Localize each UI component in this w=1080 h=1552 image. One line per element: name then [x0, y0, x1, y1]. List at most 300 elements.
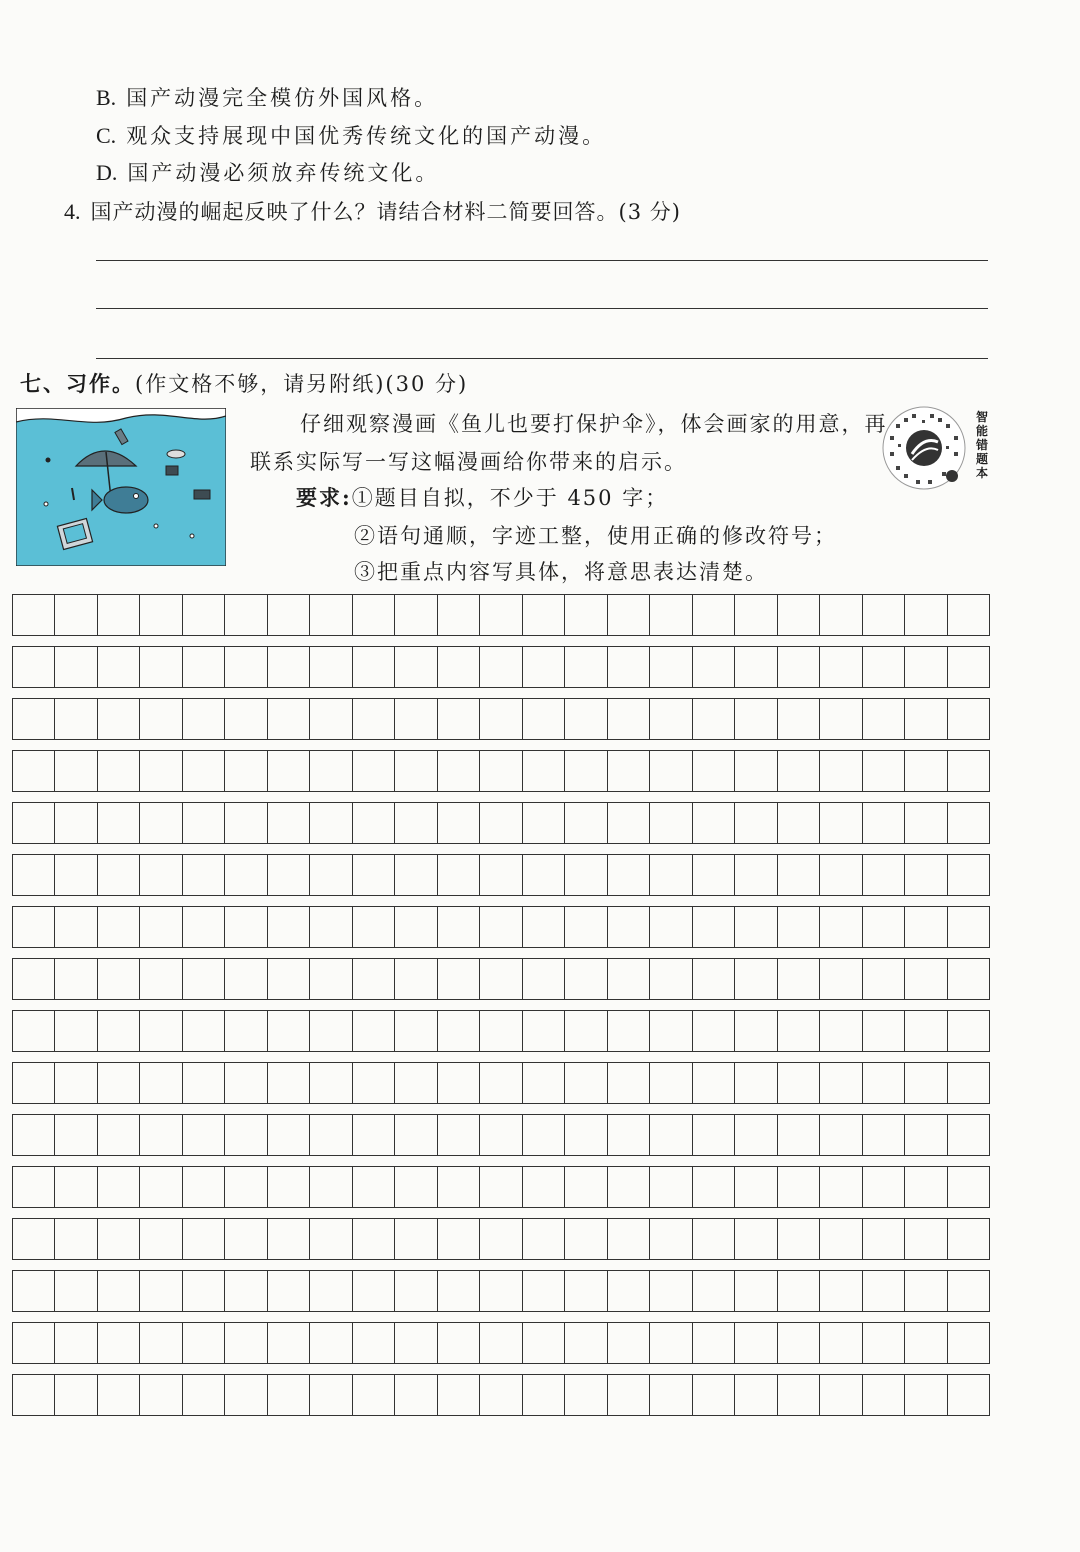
grid-cell[interactable]: [480, 751, 522, 791]
grid-cell[interactable]: [353, 1271, 395, 1311]
grid-cell[interactable]: [948, 1271, 989, 1311]
grid-cell[interactable]: [183, 1063, 225, 1103]
grid-cell[interactable]: [225, 907, 267, 947]
grid-cell[interactable]: [353, 751, 395, 791]
grid-cell[interactable]: [820, 803, 862, 843]
grid-cell[interactable]: [650, 803, 692, 843]
grid-cell[interactable]: [55, 1323, 97, 1363]
grid-cell[interactable]: [480, 1011, 522, 1051]
grid-cell[interactable]: [735, 907, 777, 947]
grid-cell[interactable]: [353, 1063, 395, 1103]
grid-cell[interactable]: [310, 699, 352, 739]
grid-cell[interactable]: [820, 699, 862, 739]
grid-cell[interactable]: [608, 1115, 650, 1155]
grid-cell[interactable]: [310, 1115, 352, 1155]
grid-cell[interactable]: [608, 1375, 650, 1415]
grid-cell[interactable]: [693, 1167, 735, 1207]
grid-cell[interactable]: [778, 907, 820, 947]
grid-cell[interactable]: [310, 1063, 352, 1103]
grid-cell[interactable]: [650, 595, 692, 635]
grid-cell[interactable]: [353, 1011, 395, 1051]
grid-cell[interactable]: [310, 803, 352, 843]
grid-cell[interactable]: [650, 751, 692, 791]
grid-cell[interactable]: [353, 699, 395, 739]
grid-cell[interactable]: [395, 1375, 437, 1415]
grid-cell[interactable]: [395, 855, 437, 895]
grid-cell[interactable]: [523, 595, 565, 635]
grid-cell[interactable]: [778, 1375, 820, 1415]
grid-cell[interactable]: [353, 907, 395, 947]
grid-cell[interactable]: [98, 959, 140, 999]
grid-cell[interactable]: [735, 1323, 777, 1363]
grid-cell[interactable]: [565, 907, 607, 947]
grid-cell[interactable]: [608, 699, 650, 739]
grid-cell[interactable]: [13, 855, 55, 895]
grid-cell[interactable]: [608, 907, 650, 947]
grid-cell[interactable]: [863, 1271, 905, 1311]
grid-cell[interactable]: [905, 751, 947, 791]
grid-cell[interactable]: [948, 647, 989, 687]
grid-cell[interactable]: [948, 1115, 989, 1155]
grid-cell[interactable]: [438, 1063, 480, 1103]
grid-cell[interactable]: [480, 803, 522, 843]
grid-cell[interactable]: [608, 803, 650, 843]
grid-cell[interactable]: [480, 595, 522, 635]
grid-cell[interactable]: [565, 699, 607, 739]
grid-cell[interactable]: [820, 1323, 862, 1363]
grid-cell[interactable]: [268, 751, 310, 791]
grid-cell[interactable]: [523, 1375, 565, 1415]
grid-cell[interactable]: [395, 1323, 437, 1363]
grid-cell[interactable]: [55, 1219, 97, 1259]
grid-cell[interactable]: [650, 907, 692, 947]
grid-cell[interactable]: [353, 1323, 395, 1363]
grid-cell[interactable]: [140, 1375, 182, 1415]
grid-cell[interactable]: [693, 1323, 735, 1363]
grid-cell[interactable]: [268, 803, 310, 843]
grid-cell[interactable]: [480, 1115, 522, 1155]
grid-cell[interactable]: [310, 1011, 352, 1051]
grid-cell[interactable]: [353, 803, 395, 843]
grid-cell[interactable]: [183, 699, 225, 739]
grid-cell[interactable]: [608, 1167, 650, 1207]
grid-cell[interactable]: [565, 595, 607, 635]
grid-cell[interactable]: [863, 751, 905, 791]
grid-cell[interactable]: [948, 1323, 989, 1363]
grid-cell[interactable]: [268, 959, 310, 999]
grid-cell[interactable]: [98, 699, 140, 739]
grid-cell[interactable]: [735, 699, 777, 739]
grid-cell[interactable]: [13, 1167, 55, 1207]
grid-cell[interactable]: [98, 855, 140, 895]
grid-cell[interactable]: [650, 1011, 692, 1051]
grid-cell[interactable]: [735, 1375, 777, 1415]
grid-cell[interactable]: [735, 803, 777, 843]
grid-cell[interactable]: [565, 855, 607, 895]
grid-cell[interactable]: [395, 959, 437, 999]
grid-cell[interactable]: [693, 751, 735, 791]
grid-cell[interactable]: [140, 1271, 182, 1311]
grid-cell[interactable]: [905, 647, 947, 687]
grid-cell[interactable]: [438, 1323, 480, 1363]
grid-cell[interactable]: [905, 1063, 947, 1103]
grid-cell[interactable]: [650, 1115, 692, 1155]
grid-cell[interactable]: [905, 1323, 947, 1363]
grid-cell[interactable]: [948, 907, 989, 947]
grid-cell[interactable]: [310, 647, 352, 687]
grid-cell[interactable]: [98, 907, 140, 947]
grid-cell[interactable]: [863, 855, 905, 895]
grid-cell[interactable]: [778, 699, 820, 739]
grid-cell[interactable]: [905, 855, 947, 895]
grid-cell[interactable]: [13, 1115, 55, 1155]
grid-cell[interactable]: [778, 959, 820, 999]
grid-cell[interactable]: [778, 1115, 820, 1155]
grid-cell[interactable]: [778, 1271, 820, 1311]
grid-cell[interactable]: [778, 595, 820, 635]
grid-cell[interactable]: [98, 1167, 140, 1207]
grid-cell[interactable]: [948, 1167, 989, 1207]
grid-cell[interactable]: [608, 959, 650, 999]
grid-cell[interactable]: [948, 1011, 989, 1051]
grid-cell[interactable]: [693, 647, 735, 687]
grid-cell[interactable]: [268, 1219, 310, 1259]
grid-cell[interactable]: [140, 1115, 182, 1155]
grid-cell[interactable]: [98, 1115, 140, 1155]
grid-cell[interactable]: [13, 1323, 55, 1363]
grid-cell[interactable]: [395, 595, 437, 635]
grid-cell[interactable]: [140, 699, 182, 739]
grid-cell[interactable]: [820, 647, 862, 687]
grid-cell[interactable]: [98, 595, 140, 635]
grid-cell[interactable]: [225, 699, 267, 739]
grid-cell[interactable]: [310, 1375, 352, 1415]
grid-cell[interactable]: [268, 1271, 310, 1311]
grid-cell[interactable]: [225, 803, 267, 843]
grid-cell[interactable]: [480, 1271, 522, 1311]
grid-cell[interactable]: [225, 1323, 267, 1363]
grid-cell[interactable]: [353, 1375, 395, 1415]
grid-cell[interactable]: [565, 751, 607, 791]
grid-cell[interactable]: [98, 1323, 140, 1363]
grid-cell[interactable]: [55, 1167, 97, 1207]
grid-cell[interactable]: [268, 1011, 310, 1051]
grid-cell[interactable]: [693, 1219, 735, 1259]
grid-cell[interactable]: [140, 1011, 182, 1051]
grid-cell[interactable]: [523, 855, 565, 895]
grid-cell[interactable]: [310, 1219, 352, 1259]
grid-cell[interactable]: [13, 751, 55, 791]
grid-cell[interactable]: [438, 751, 480, 791]
answer-line[interactable]: [96, 358, 988, 359]
grid-cell[interactable]: [735, 595, 777, 635]
grid-cell[interactable]: [778, 1323, 820, 1363]
grid-cell[interactable]: [395, 1167, 437, 1207]
grid-cell[interactable]: [225, 1167, 267, 1207]
grid-cell[interactable]: [395, 1115, 437, 1155]
grid-cell[interactable]: [523, 1323, 565, 1363]
grid-cell[interactable]: [13, 959, 55, 999]
grid-cell[interactable]: [353, 855, 395, 895]
grid-cell[interactable]: [565, 1219, 607, 1259]
grid-cell[interactable]: [693, 907, 735, 947]
grid-cell[interactable]: [183, 1271, 225, 1311]
grid-cell[interactable]: [863, 699, 905, 739]
grid-cell[interactable]: [438, 1167, 480, 1207]
grid-cell[interactable]: [183, 647, 225, 687]
grid-cell[interactable]: [55, 699, 97, 739]
grid-cell[interactable]: [565, 1011, 607, 1051]
grid-cell[interactable]: [778, 647, 820, 687]
grid-cell[interactable]: [268, 907, 310, 947]
grid-cell[interactable]: [693, 803, 735, 843]
grid-cell[interactable]: [268, 595, 310, 635]
grid-cell[interactable]: [565, 803, 607, 843]
grid-cell[interactable]: [863, 959, 905, 999]
grid-cell[interactable]: [310, 907, 352, 947]
grid-cell[interactable]: [55, 959, 97, 999]
grid-cell[interactable]: [480, 1167, 522, 1207]
grid-cell[interactable]: [735, 647, 777, 687]
grid-cell[interactable]: [183, 855, 225, 895]
grid-cell[interactable]: [55, 1115, 97, 1155]
grid-cell[interactable]: [310, 855, 352, 895]
grid-cell[interactable]: [863, 647, 905, 687]
grid-cell[interactable]: [523, 959, 565, 999]
grid-cell[interactable]: [13, 907, 55, 947]
grid-cell[interactable]: [863, 1115, 905, 1155]
grid-cell[interactable]: [523, 1167, 565, 1207]
grid-cell[interactable]: [480, 1375, 522, 1415]
grid-cell[interactable]: [140, 803, 182, 843]
grid-cell[interactable]: [55, 1375, 97, 1415]
grid-cell[interactable]: [608, 855, 650, 895]
grid-cell[interactable]: [693, 1011, 735, 1051]
grid-cell[interactable]: [820, 1063, 862, 1103]
grid-cell[interactable]: [183, 751, 225, 791]
grid-cell[interactable]: [55, 803, 97, 843]
grid-cell[interactable]: [523, 1063, 565, 1103]
grid-cell[interactable]: [310, 1167, 352, 1207]
grid-cell[interactable]: [353, 595, 395, 635]
qr-code-icon[interactable]: [882, 406, 966, 490]
grid-cell[interactable]: [693, 855, 735, 895]
grid-cell[interactable]: [310, 751, 352, 791]
grid-cell[interactable]: [55, 1011, 97, 1051]
grid-cell[interactable]: [778, 1011, 820, 1051]
grid-cell[interactable]: [480, 959, 522, 999]
grid-cell[interactable]: [183, 595, 225, 635]
grid-cell[interactable]: [523, 907, 565, 947]
grid-cell[interactable]: [905, 595, 947, 635]
grid-cell[interactable]: [183, 1375, 225, 1415]
grid-cell[interactable]: [523, 1219, 565, 1259]
grid-cell[interactable]: [55, 647, 97, 687]
grid-cell[interactable]: [480, 1219, 522, 1259]
grid-cell[interactable]: [13, 1271, 55, 1311]
grid-cell[interactable]: [353, 1167, 395, 1207]
grid-cell[interactable]: [608, 595, 650, 635]
grid-cell[interactable]: [98, 1011, 140, 1051]
grid-cell[interactable]: [225, 751, 267, 791]
grid-cell[interactable]: [565, 1271, 607, 1311]
grid-cell[interactable]: [13, 1375, 55, 1415]
grid-cell[interactable]: [565, 1375, 607, 1415]
grid-cell[interactable]: [863, 1219, 905, 1259]
grid-cell[interactable]: [140, 1323, 182, 1363]
grid-cell[interactable]: [140, 959, 182, 999]
grid-cell[interactable]: [778, 1167, 820, 1207]
grid-cell[interactable]: [438, 803, 480, 843]
grid-cell[interactable]: [438, 907, 480, 947]
grid-cell[interactable]: [480, 1063, 522, 1103]
grid-cell[interactable]: [98, 1271, 140, 1311]
grid-cell[interactable]: [905, 1271, 947, 1311]
grid-cell[interactable]: [778, 1063, 820, 1103]
grid-cell[interactable]: [438, 1219, 480, 1259]
grid-cell[interactable]: [693, 595, 735, 635]
grid-cell[interactable]: [395, 1063, 437, 1103]
grid-cell[interactable]: [55, 907, 97, 947]
grid-cell[interactable]: [905, 1375, 947, 1415]
grid-cell[interactable]: [268, 1167, 310, 1207]
grid-cell[interactable]: [523, 803, 565, 843]
grid-cell[interactable]: [55, 1271, 97, 1311]
grid-cell[interactable]: [735, 959, 777, 999]
grid-cell[interactable]: [395, 1219, 437, 1259]
grid-cell[interactable]: [98, 751, 140, 791]
grid-cell[interactable]: [395, 803, 437, 843]
grid-cell[interactable]: [13, 1063, 55, 1103]
grid-cell[interactable]: [183, 1323, 225, 1363]
grid-cell[interactable]: [310, 595, 352, 635]
grid-cell[interactable]: [650, 1375, 692, 1415]
grid-cell[interactable]: [948, 855, 989, 895]
grid-cell[interactable]: [948, 1063, 989, 1103]
grid-cell[interactable]: [140, 595, 182, 635]
grid-cell[interactable]: [778, 803, 820, 843]
grid-cell[interactable]: [98, 1219, 140, 1259]
grid-cell[interactable]: [693, 1063, 735, 1103]
grid-cell[interactable]: [735, 1115, 777, 1155]
grid-cell[interactable]: [565, 647, 607, 687]
grid-cell[interactable]: [395, 647, 437, 687]
grid-cell[interactable]: [225, 647, 267, 687]
grid-cell[interactable]: [395, 751, 437, 791]
grid-cell[interactable]: [480, 1323, 522, 1363]
grid-cell[interactable]: [13, 699, 55, 739]
grid-cell[interactable]: [438, 959, 480, 999]
grid-cell[interactable]: [225, 1375, 267, 1415]
grid-cell[interactable]: [650, 1063, 692, 1103]
grid-cell[interactable]: [948, 699, 989, 739]
grid-cell[interactable]: [225, 1271, 267, 1311]
grid-cell[interactable]: [268, 699, 310, 739]
answer-line[interactable]: [96, 308, 988, 309]
grid-cell[interactable]: [140, 647, 182, 687]
grid-cell[interactable]: [863, 1375, 905, 1415]
grid-cell[interactable]: [55, 1063, 97, 1103]
grid-cell[interactable]: [98, 1063, 140, 1103]
grid-cell[interactable]: [905, 959, 947, 999]
grid-cell[interactable]: [608, 1063, 650, 1103]
grid-cell[interactable]: [863, 1323, 905, 1363]
grid-cell[interactable]: [948, 595, 989, 635]
grid-cell[interactable]: [480, 907, 522, 947]
grid-cell[interactable]: [863, 1063, 905, 1103]
grid-cell[interactable]: [608, 647, 650, 687]
grid-cell[interactable]: [13, 1011, 55, 1051]
grid-cell[interactable]: [778, 855, 820, 895]
grid-cell[interactable]: [140, 907, 182, 947]
grid-cell[interactable]: [438, 595, 480, 635]
grid-cell[interactable]: [693, 1271, 735, 1311]
grid-cell[interactable]: [438, 1375, 480, 1415]
grid-cell[interactable]: [948, 803, 989, 843]
grid-cell[interactable]: [948, 959, 989, 999]
grid-cell[interactable]: [395, 1271, 437, 1311]
grid-cell[interactable]: [395, 1011, 437, 1051]
grid-cell[interactable]: [98, 1375, 140, 1415]
grid-cell[interactable]: [693, 959, 735, 999]
grid-cell[interactable]: [225, 1011, 267, 1051]
grid-cell[interactable]: [693, 1115, 735, 1155]
grid-cell[interactable]: [523, 1115, 565, 1155]
grid-cell[interactable]: [693, 1375, 735, 1415]
grid-cell[interactable]: [650, 699, 692, 739]
grid-cell[interactable]: [863, 907, 905, 947]
grid-cell[interactable]: [183, 907, 225, 947]
grid-cell[interactable]: [820, 1375, 862, 1415]
grid-cell[interactable]: [98, 803, 140, 843]
grid-cell[interactable]: [310, 959, 352, 999]
grid-cell[interactable]: [863, 595, 905, 635]
grid-cell[interactable]: [948, 1219, 989, 1259]
grid-cell[interactable]: [13, 647, 55, 687]
grid-cell[interactable]: [608, 1271, 650, 1311]
grid-cell[interactable]: [905, 803, 947, 843]
grid-cell[interactable]: [183, 1219, 225, 1259]
grid-cell[interactable]: [735, 751, 777, 791]
grid-cell[interactable]: [565, 1167, 607, 1207]
grid-cell[interactable]: [820, 751, 862, 791]
grid-cell[interactable]: [225, 1115, 267, 1155]
grid-cell[interactable]: [13, 1219, 55, 1259]
grid-cell[interactable]: [650, 1271, 692, 1311]
grid-cell[interactable]: [310, 1323, 352, 1363]
grid-cell[interactable]: [565, 959, 607, 999]
grid-cell[interactable]: [863, 1167, 905, 1207]
grid-cell[interactable]: [565, 1323, 607, 1363]
grid-cell[interactable]: [225, 855, 267, 895]
grid-cell[interactable]: [438, 855, 480, 895]
grid-cell[interactable]: [183, 1115, 225, 1155]
grid-cell[interactable]: [650, 855, 692, 895]
grid-cell[interactable]: [480, 647, 522, 687]
grid-cell[interactable]: [523, 1271, 565, 1311]
grid-cell[interactable]: [905, 1011, 947, 1051]
grid-cell[interactable]: [608, 751, 650, 791]
grid-cell[interactable]: [183, 1167, 225, 1207]
grid-cell[interactable]: [353, 647, 395, 687]
grid-cell[interactable]: [140, 855, 182, 895]
grid-cell[interactable]: [140, 1219, 182, 1259]
grid-cell[interactable]: [13, 595, 55, 635]
grid-cell[interactable]: [735, 855, 777, 895]
grid-cell[interactable]: [55, 751, 97, 791]
grid-cell[interactable]: [523, 751, 565, 791]
grid-cell[interactable]: [735, 1011, 777, 1051]
